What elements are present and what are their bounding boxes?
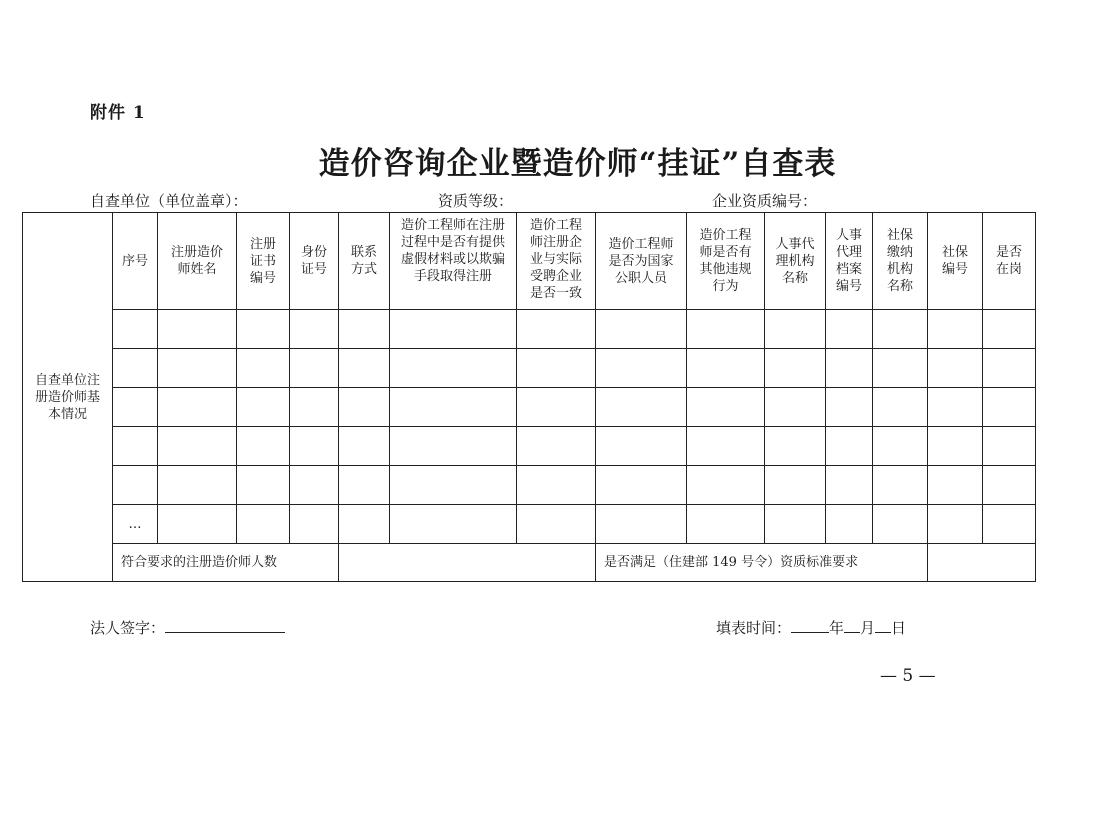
data-cell[interactable] (826, 427, 873, 466)
qualified-count-value[interactable] (339, 544, 596, 582)
data-cell[interactable] (158, 349, 237, 388)
data-cell[interactable] (928, 310, 983, 349)
year-blank[interactable] (791, 618, 829, 633)
data-cell[interactable] (596, 505, 687, 544)
data-cell[interactable] (339, 427, 390, 466)
data-cell[interactable] (928, 349, 983, 388)
header-cell: 注册造价师姓名 (158, 213, 237, 310)
data-cell[interactable] (517, 466, 596, 505)
data-cell[interactable] (826, 505, 873, 544)
header-cell: 造价工程师是否为国家公职人员 (596, 213, 687, 310)
form-title (0, 138, 1050, 183)
table-row (23, 505, 1036, 544)
data-cell[interactable] (237, 505, 290, 544)
data-cell[interactable] (873, 349, 928, 388)
legal-signature (90, 617, 285, 638)
year-label: 年 (829, 619, 845, 637)
data-cell[interactable] (339, 388, 390, 427)
data-cell[interactable] (339, 310, 390, 349)
header-cell: 社保缴纳机构名称 (873, 213, 928, 310)
table-row (23, 388, 1036, 427)
header-cell: 造价工程师注册企业与实际受聘企业是否一致 (517, 213, 596, 310)
data-cell[interactable] (290, 505, 339, 544)
table-row (23, 310, 1036, 349)
data-cell[interactable] (983, 427, 1036, 466)
standard-compliance-value[interactable] (928, 544, 1036, 582)
data-cell[interactable] (873, 466, 928, 505)
header-cell: 是否在岗 (983, 213, 1036, 310)
data-cell[interactable] (928, 466, 983, 505)
data-cell[interactable] (765, 310, 826, 349)
data-cell[interactable] (687, 466, 765, 505)
data-cell[interactable] (390, 388, 517, 427)
data-cell[interactable] (158, 427, 237, 466)
data-cell[interactable] (765, 466, 826, 505)
ellipsis-cell: … (113, 505, 158, 544)
header-cell: 联系方式 (339, 213, 390, 310)
data-cell[interactable] (983, 505, 1036, 544)
data-cell[interactable] (158, 310, 237, 349)
header-cell: 身份证号 (290, 213, 339, 310)
data-cell[interactable] (158, 505, 237, 544)
data-cell[interactable] (158, 466, 237, 505)
data-cell[interactable] (687, 388, 765, 427)
fill-date (716, 617, 906, 638)
data-cell[interactable] (873, 388, 928, 427)
data-cell[interactable] (765, 388, 826, 427)
data-cell[interactable] (765, 427, 826, 466)
data-cell[interactable] (873, 310, 928, 349)
data-cell[interactable] (687, 310, 765, 349)
page-number: — 5 — (880, 666, 936, 686)
data-cell[interactable] (290, 310, 339, 349)
data-cell[interactable] (113, 388, 158, 427)
data-cell[interactable] (765, 505, 826, 544)
data-cell[interactable] (826, 388, 873, 427)
data-cell[interactable] (687, 349, 765, 388)
data-cell[interactable] (158, 388, 237, 427)
data-cell[interactable] (596, 466, 687, 505)
data-cell[interactable] (928, 427, 983, 466)
legal-signature-line[interactable] (165, 618, 285, 633)
table-row (23, 466, 1036, 505)
header-row (23, 213, 1036, 310)
month-blank[interactable] (844, 618, 860, 633)
form-title-text: 造价咨询企业暨造价师“挂证”自查表 (318, 146, 837, 182)
data-cell[interactable] (237, 466, 290, 505)
data-cell[interactable] (390, 466, 517, 505)
data-cell[interactable] (390, 427, 517, 466)
data-cell[interactable] (873, 427, 928, 466)
standard-compliance-label: 是否满足（住建部 149 号令）资质标准要求 (596, 544, 928, 582)
data-cell[interactable] (390, 505, 517, 544)
data-cell[interactable] (290, 388, 339, 427)
header-cell: 社保编号 (928, 213, 983, 310)
data-cell[interactable] (826, 310, 873, 349)
data-cell[interactable] (983, 310, 1036, 349)
header-cell: 人事代理档案编号 (826, 213, 873, 310)
data-cell[interactable] (339, 505, 390, 544)
data-cell[interactable] (339, 349, 390, 388)
data-cell[interactable] (826, 466, 873, 505)
day-label: 日 (891, 619, 907, 637)
data-cell[interactable] (517, 388, 596, 427)
qualified-count-label: 符合要求的注册造价师人数 (113, 544, 339, 582)
data-cell[interactable] (983, 388, 1036, 427)
data-cell[interactable] (765, 349, 826, 388)
data-cell[interactable] (113, 349, 158, 388)
data-cell[interactable] (873, 505, 928, 544)
data-cell[interactable] (517, 310, 596, 349)
data-cell[interactable] (290, 466, 339, 505)
data-cell[interactable] (290, 427, 339, 466)
side-label: 自查单位注册造价师基本情况 (23, 213, 113, 582)
data-cell[interactable] (687, 427, 765, 466)
data-cell[interactable] (290, 349, 339, 388)
table-row (23, 427, 1036, 466)
data-cell[interactable] (517, 427, 596, 466)
summary-row (23, 544, 1036, 582)
header-cell: 序号 (113, 213, 158, 310)
data-cell[interactable] (237, 388, 290, 427)
data-cell[interactable] (390, 349, 517, 388)
data-cell[interactable] (517, 505, 596, 544)
data-cell[interactable] (928, 388, 983, 427)
data-cell[interactable] (113, 310, 158, 349)
attachment-label: 附件 1 (90, 103, 146, 123)
self-check-table (22, 212, 1036, 582)
day-blank[interactable] (875, 618, 891, 633)
unit-label: 自查单位（单位盖章）： (90, 192, 248, 210)
data-cell[interactable] (113, 466, 158, 505)
data-cell[interactable] (517, 349, 596, 388)
qualification-code-label: 企业资质编号： (712, 192, 818, 210)
header-cell: 注册证书编号 (237, 213, 290, 310)
data-cell[interactable] (983, 466, 1036, 505)
header-cell: 造价工程师是否有其他违规行为 (687, 213, 765, 310)
data-cell[interactable] (390, 310, 517, 349)
data-cell[interactable] (237, 310, 290, 349)
header-cell: 人事代理机构名称 (765, 213, 826, 310)
data-cell[interactable] (596, 349, 687, 388)
header-cell: 造价工程师在注册过程中是否有提供虚假材料或以欺骗手段取得注册 (390, 213, 517, 310)
grade-label: 资质等级： (438, 192, 514, 210)
data-cell[interactable] (113, 427, 158, 466)
data-cell[interactable] (237, 427, 290, 466)
fill-date-label: 填表时间： (716, 619, 792, 637)
data-cell[interactable] (237, 349, 290, 388)
data-cell[interactable] (983, 349, 1036, 388)
data-cell[interactable] (596, 310, 687, 349)
month-label: 月 (860, 619, 876, 637)
data-cell[interactable] (596, 427, 687, 466)
data-cell[interactable] (339, 466, 390, 505)
data-cell[interactable] (928, 505, 983, 544)
legal-signature-label: 法人签字： (90, 619, 166, 637)
table-row (23, 349, 1036, 388)
data-cell[interactable] (826, 349, 873, 388)
data-cell[interactable] (687, 505, 765, 544)
data-cell[interactable] (596, 388, 687, 427)
